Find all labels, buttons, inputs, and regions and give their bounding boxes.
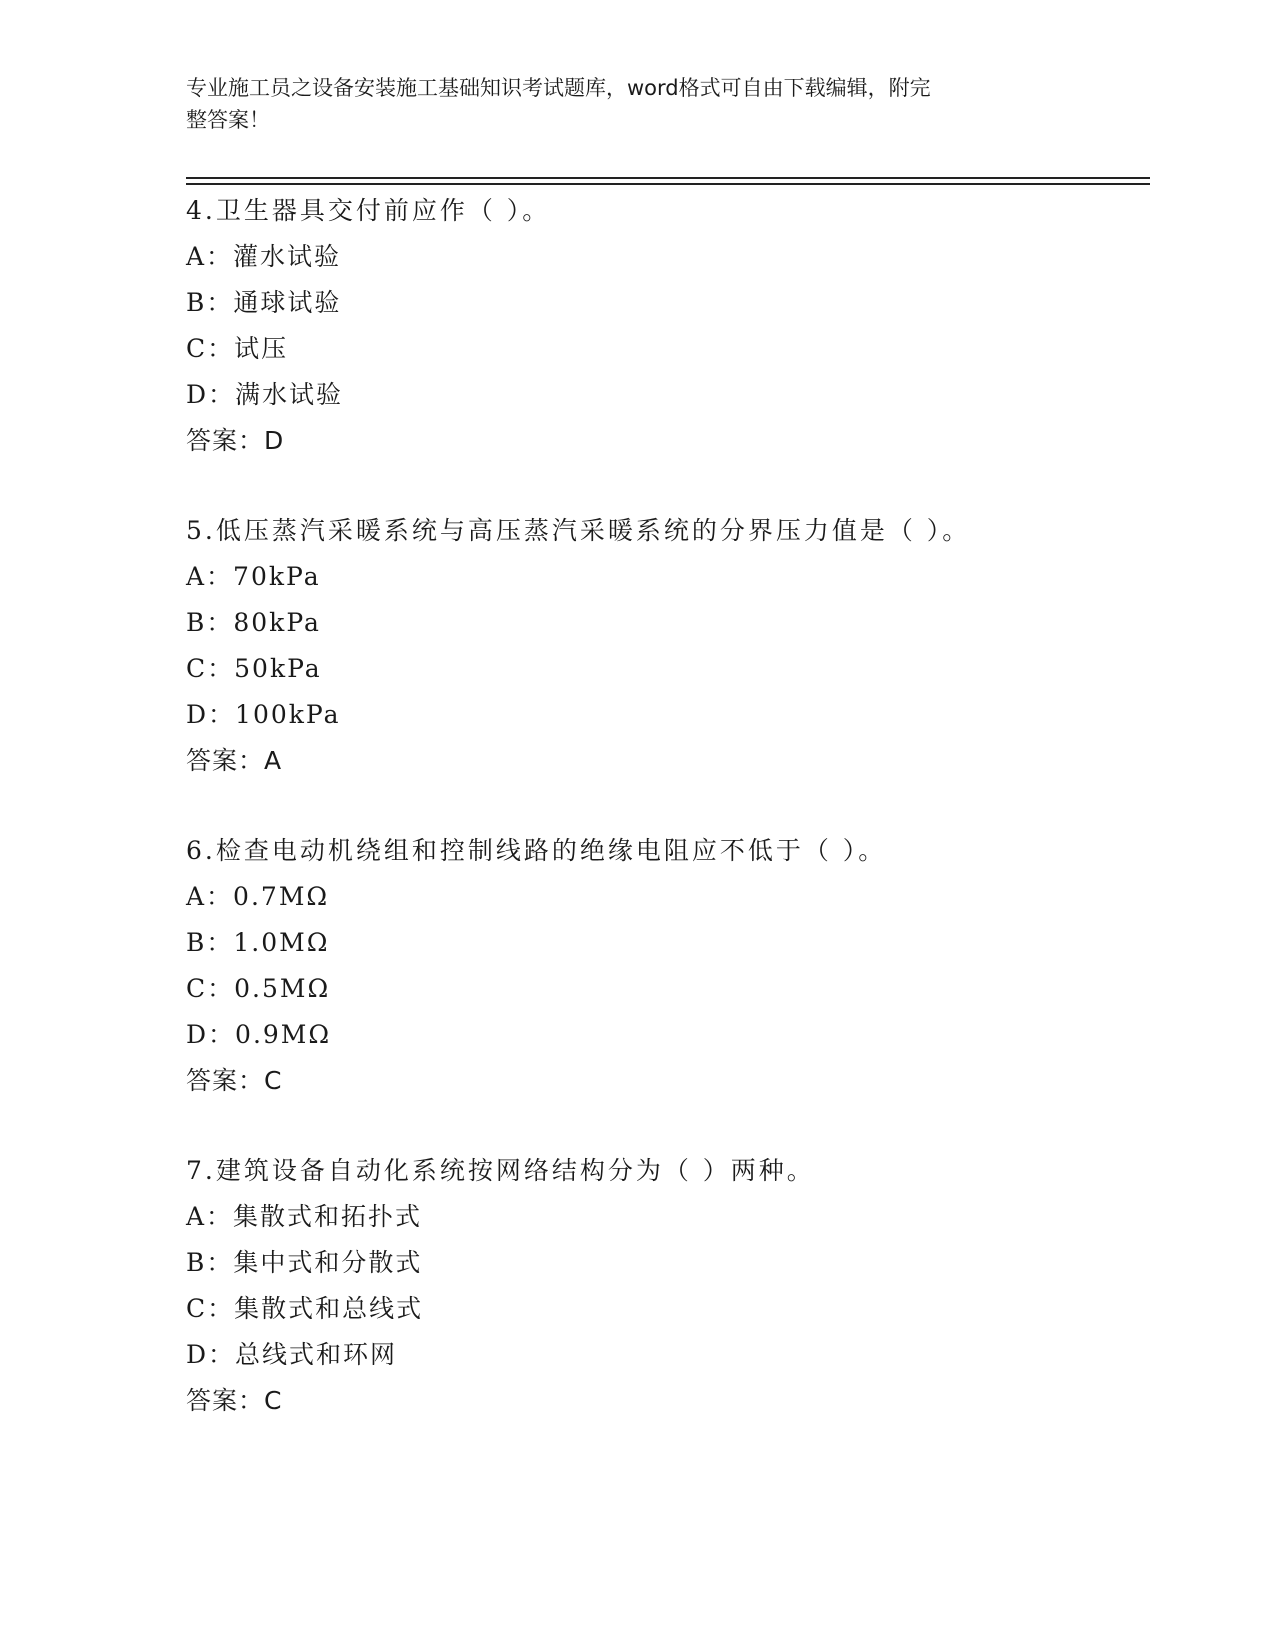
question-7 bbox=[186, 1148, 1150, 1424]
question-spacer bbox=[186, 464, 1150, 508]
option-a: A：灌水试验 bbox=[186, 242, 342, 271]
option-b: B：集中式和分散式 bbox=[186, 1248, 423, 1277]
option-a: A：70kPa bbox=[186, 562, 321, 591]
option-a: A：0.7MΩ bbox=[186, 882, 330, 911]
option-d: D：100kPa bbox=[186, 700, 341, 729]
header-line-2: 整答案！ bbox=[186, 108, 270, 132]
answer: 答案：A bbox=[186, 746, 283, 775]
header-divider-top bbox=[186, 177, 1150, 179]
option-d: D：总线式和环网 bbox=[186, 1340, 398, 1369]
question-6 bbox=[186, 828, 1150, 1104]
option-b: B：通球试验 bbox=[186, 288, 342, 317]
option-a: A：集散式和拓扑式 bbox=[186, 1202, 423, 1231]
option-c: C：0.5MΩ bbox=[186, 974, 331, 1003]
option-c: C：试压 bbox=[186, 334, 289, 363]
header-divider-bottom bbox=[186, 183, 1150, 185]
question-list bbox=[186, 188, 1150, 1424]
question-stem: 6.检查电动机绕组和控制线路的绝缘电阻应不低于（ ）。 bbox=[186, 836, 887, 865]
option-d: D：满水试验 bbox=[186, 380, 344, 409]
header-line-1: 专业施工员之设备安装施工基础知识考试题库，word格式可自由下载编辑，附完 bbox=[186, 76, 931, 100]
question-5 bbox=[186, 508, 1150, 784]
question-stem: 7.建筑设备自动化系统按网络结构分为（ ）两种。 bbox=[186, 1156, 815, 1185]
option-d: D：0.9MΩ bbox=[186, 1020, 332, 1049]
question-spacer bbox=[186, 1104, 1150, 1148]
answer: 答案：C bbox=[186, 1386, 283, 1415]
option-c: C：集散式和总线式 bbox=[186, 1294, 424, 1323]
option-b: B：1.0MΩ bbox=[186, 928, 330, 957]
answer: 答案：C bbox=[186, 1066, 283, 1095]
option-b: B：80kPa bbox=[186, 608, 321, 637]
question-spacer bbox=[186, 784, 1150, 828]
answer: 答案：D bbox=[186, 426, 285, 455]
question-4 bbox=[186, 188, 1150, 464]
question-stem: 4.卫生器具交付前应作（ ）。 bbox=[186, 196, 551, 225]
option-c: C：50kPa bbox=[186, 654, 322, 683]
question-stem: 5.低压蒸汽采暖系统与高压蒸汽采暖系统的分界压力值是（ ）。 bbox=[186, 516, 971, 545]
document-header bbox=[186, 72, 1066, 136]
